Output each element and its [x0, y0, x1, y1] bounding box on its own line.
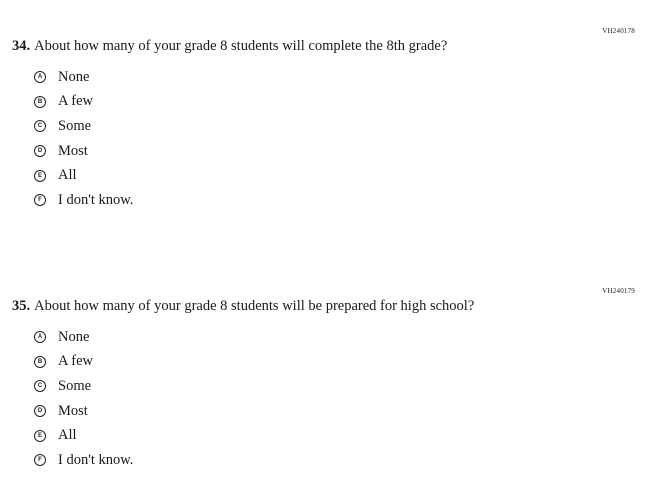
answer-option-d[interactable]: [34, 139, 133, 164]
answer-option-f[interactable]: [34, 448, 133, 473]
answer-label: Some: [58, 117, 92, 134]
question-number: 34.: [12, 38, 31, 54]
answer-label: Most: [58, 402, 88, 419]
answer-label: Most: [58, 142, 88, 159]
question-prompt: About how many of your grade 8 students will be prepared for high school?: [34, 298, 475, 314]
question-prompt: About how many of your grade 8 students will complete the 8th grade?: [34, 38, 448, 54]
question-number: 35.: [12, 298, 31, 314]
radio-bubble-icon[interactable]: B: [34, 96, 46, 108]
radio-bubble-icon[interactable]: A: [34, 71, 46, 83]
answer-label: A few: [58, 93, 94, 110]
radio-bubble-icon[interactable]: C: [34, 380, 46, 392]
radio-bubble-icon[interactable]: E: [34, 430, 46, 442]
question-id: VH240179: [602, 287, 635, 295]
radio-bubble-icon[interactable]: D: [34, 145, 46, 157]
radio-bubble-icon[interactable]: E: [34, 170, 46, 182]
answer-options: [34, 65, 133, 213]
radio-bubble-icon[interactable]: F: [34, 194, 46, 206]
answer-option-c[interactable]: [34, 114, 133, 139]
radio-bubble-icon[interactable]: F: [34, 454, 46, 466]
question-text: [12, 38, 447, 55]
radio-bubble-icon[interactable]: D: [34, 405, 46, 417]
answer-option-c[interactable]: [34, 374, 133, 399]
question-id: VH240178: [602, 27, 635, 35]
answer-label: A few: [58, 353, 94, 370]
answer-label: None: [58, 68, 90, 85]
radio-bubble-icon[interactable]: A: [34, 331, 46, 343]
question-text: [12, 298, 474, 315]
answer-label: I don't know.: [58, 191, 134, 208]
radio-bubble-icon[interactable]: B: [34, 356, 46, 368]
answer-options: [34, 325, 133, 473]
answer-option-e[interactable]: [34, 423, 133, 448]
answer-option-f[interactable]: [34, 188, 133, 213]
answer-label: All: [58, 427, 77, 444]
answer-option-b[interactable]: [34, 350, 133, 375]
answer-label: All: [58, 167, 77, 184]
answer-label: I don't know.: [58, 451, 134, 468]
answer-option-a[interactable]: [34, 65, 133, 90]
answer-option-a[interactable]: [34, 325, 133, 350]
answer-option-d[interactable]: [34, 399, 133, 424]
answer-option-b[interactable]: [34, 90, 133, 115]
answer-label: Some: [58, 377, 92, 394]
answer-label: None: [58, 328, 90, 345]
radio-bubble-icon[interactable]: C: [34, 120, 46, 132]
answer-option-e[interactable]: [34, 163, 133, 188]
